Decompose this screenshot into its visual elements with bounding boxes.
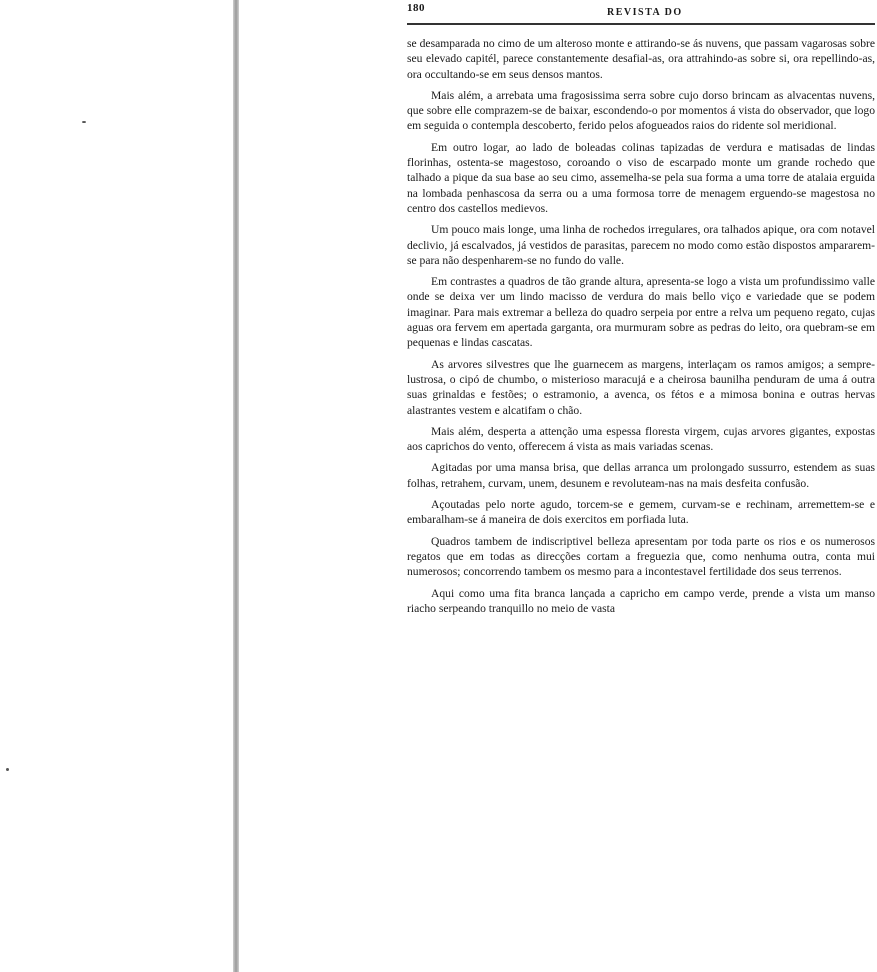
page-number: 180: [407, 2, 425, 14]
paragraph: Quadros tambem de indiscriptivel belleza apresentam por toda parte os rios e os numerosos regatos que em todas as direcções cortam a freguezia que, como nenhuma outra, conta mui numerosos; concorrendo tambem os mesmo para a incontestavel fertilidade dos seus terrenos.: [407, 534, 875, 579]
header-rule: [407, 23, 875, 25]
paragraph: Agitadas por uma mansa brisa, que dellas arranca um prolongado sussurro, estendem as suas folhas, retrahem, curvam, unem, desunem e revoluteam-nas na mais desfeita confusão.: [407, 461, 875, 490]
paragraph: Um pouco mais longe, uma linha de rochedos irregulares, ora talhados apique, ora com notavel declivio, já escalvados, já vestidos de parasitas, parecem no modo como estão dispostos ampararem-se para não despenharem-se no fundo do valle.: [407, 223, 875, 267]
paragraph: Aqui como uma fita branca lançada a capricho em campo verde, prende a vista um manso riacho serpeando tranquillo no meio de vasta: [407, 586, 875, 615]
book-gutter: [233, 0, 239, 972]
paragraph: se desamparada no cimo de um alteroso monte e attirando-se ás nuvens, que passam vagarosas sobre seu elevado capitél, parece constantemente desafial-as, ora attrahindo-as sobre si, ora repellindo-as, ora occultando-se em seus densos mantos.: [407, 37, 875, 81]
paragraph: Em contrastes a quadros de tão grande altura, apresenta-se logo a vista um profundissimo valle onde se deixa ver um lindo macisso de verdura do mais bello viço e variedade que se podem imaginar. Para mais extremar a belleza do quadro serpeia por entre a relva um pequeno regato, cujas aguas ora fervem em apertada garganta, ora murmuram sobre as pedras do leito, ora quebram-se em pequenas e lindas cascatas.: [407, 275, 875, 350]
running-title: REVISTA DO: [607, 7, 683, 18]
paragraph: Em outro logar, ao lado de boleadas colinas tapizadas de verdura e matisadas de lindas florinhas, ostenta-se magestoso, coroando o viso de escarpado monte um grande rochedo que talhado a pique da sua base ao seu cimo, assemelha-se pela sua forma a uma torre de atalaia erguida na lombada penhascosa da serra ou a uma formosa torre de menagem erguendo-se magestosa no centro dos castellos medievos.: [407, 140, 875, 215]
margin-speck: [6, 768, 9, 771]
paragraph: Mais além, desperta a attenção uma espessa floresta virgem, cujas arvores gigantes, expostas aos caprichos do vento, offerecem á vista as mais variadas scenas.: [407, 424, 875, 454]
paragraph: As arvores silvestres que lhe guarnecem as margens, interlaçam os ramos amigos; a sempre-lustrosa, o cipó de chumbo, o misterioso maracujá e a cheirosa baunilha penduram de uma á outra suas grinaldas e festões; o estramonio, a avenca, os fétos e a mimosa bonina e outras hervas alastrantes vestem e alcatifam o chão.: [407, 357, 875, 417]
paragraph: Açoutadas pelo norte agudo, torcem-se e gemem, curvam-se e rechinam, arremettem-se e embaralham-se á maneira de dois exercitos em porfiada luta.: [407, 498, 875, 527]
body-text: [407, 36, 875, 616]
page-header: [407, 2, 875, 22]
paragraph: Mais além, a arrebata uma fragosissima serra sobre cujo dorso brincam as alvacentas nuvens, que sobre elle comprazem-se de baixar, escondendo-o por momentos á vista do observador, que logo em seguida o contempla descoberto, ferido pelos afogueados raios do ridente sol meridional.: [407, 88, 875, 133]
book-page: [407, 0, 875, 972]
margin-speck: [82, 121, 86, 123]
